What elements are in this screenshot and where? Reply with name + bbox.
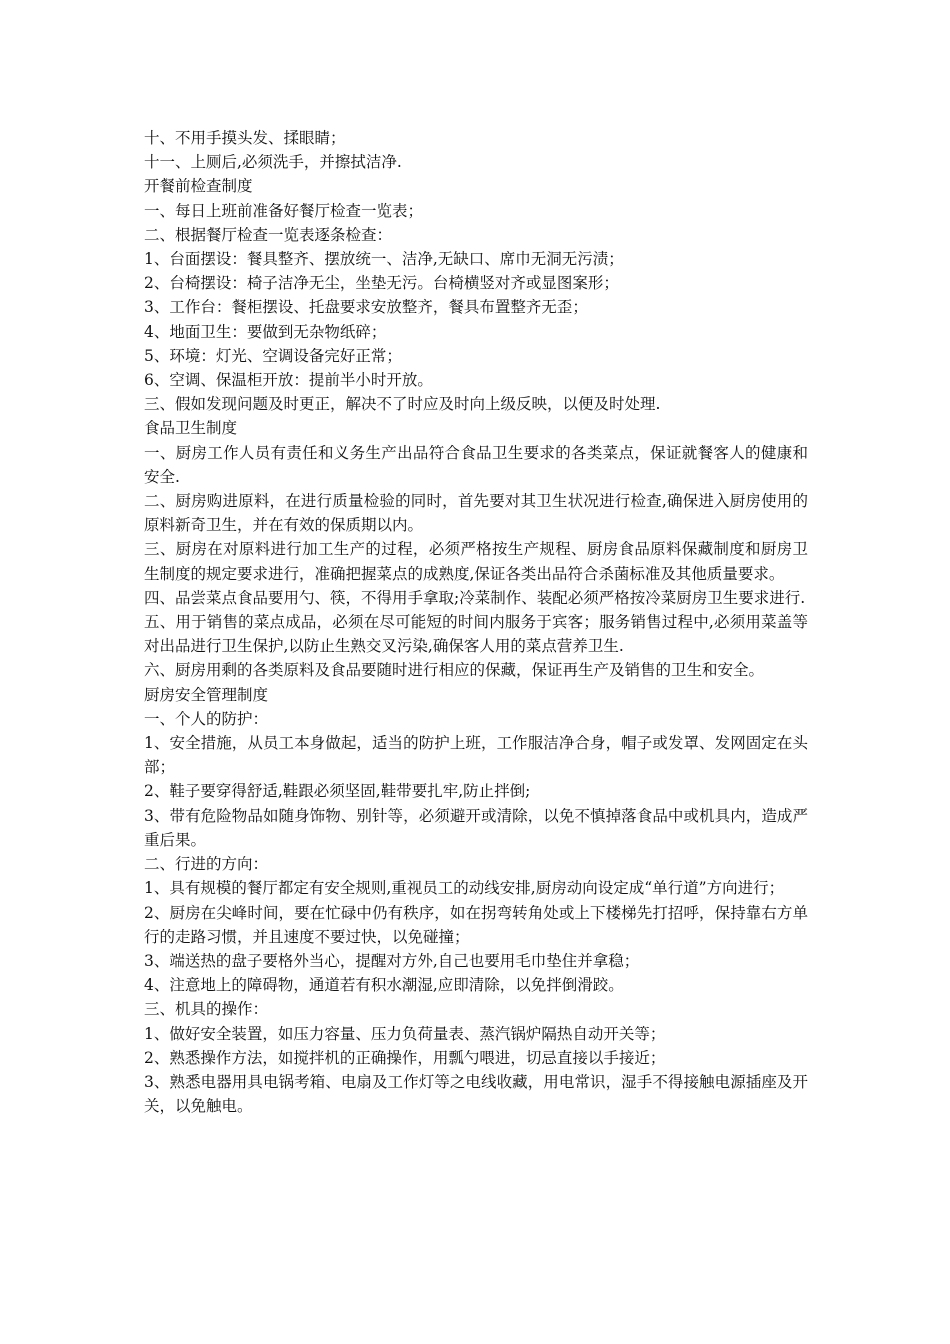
paragraph: 三、假如发现问题及时更正，解决不了时应及时向上级反映，以便及时处理. [144, 395, 661, 414]
paragraph: 三、机具的操作： [144, 1000, 269, 1019]
paragraph: 1、台面摆设：餐具整齐、摆放统一、洁净,无缺口、席巾无洞无污渍； [144, 250, 624, 269]
paragraph: 1、安全措施，从员工本身做起，适当的防护上班，工作服洁净合身，帽子或发罩、发网固定在头部； [144, 734, 808, 777]
paragraph: 三、厨房在对原料进行加工生产的过程，必须严格按生产规程、厨房食品原料保藏制度和厨房卫生制度的规定要求进行，准确把握菜点的成熟度,保证各类出品符合杀菌标准及其他质量要求。 [144, 540, 808, 583]
paragraph: 2、熟悉操作方法，如搅拌机的正确操作，用瓢勺喂进，切忌直接以手接近； [144, 1048, 666, 1067]
paragraph: 4、地面卫生：要做到无杂物纸碎； [144, 322, 387, 341]
paragraph: 一、个人的防护： [144, 709, 269, 728]
paragraph: 二、根据餐厅检查一览表逐条检查： [144, 225, 393, 244]
paragraph: 十、不用手摸头发、揉眼睛； [144, 129, 346, 147]
section-heading: 开餐前检查制度 [144, 177, 253, 196]
paragraph: 2、台椅摆设：椅子洁净无尘，坐垫无污。台椅横竖对齐或显图案形； [144, 274, 619, 293]
paragraph: 一、厨房工作人员有责任和义务生产出品符合食品卫生要求的各类菜点，保证就餐客人的健康和安全. [144, 443, 808, 486]
paragraph: 四、品尝菜点食品要用勺、筷，不得用手拿取;冷菜制作、装配必须严格按冷菜厨房卫生要求进行. [144, 588, 806, 607]
paragraph: 4、注意地上的障碍物，通道若有积水潮湿,应即清除，以免拌倒滑跤。 [144, 976, 624, 995]
paragraph: 3、工作台：餐柜摆设、托盘要求安放整齐，餐具布置整齐无歪； [144, 298, 588, 317]
paragraph: 十一、上厕后,必须洗手，并擦拭洁净. [144, 153, 402, 172]
paragraph: 一、每日上班前准备好餐厅检查一览表； [144, 201, 424, 220]
section-heading: 厨房安全管理制度 [144, 685, 269, 704]
paragraph: 3、带有危险物品如随身饰物、别针等，必须避开或清除，以免不慎掉落食品中或机具内，造成严重后果。 [144, 806, 808, 849]
paragraph: 二、厨房购进原料，在进行质量检验的同时，首先要对其卫生状况进行检查,确保进入厨房使用的原料新奇卫生，并在有效的保质期以内。 [144, 492, 808, 535]
paragraph: 6、空调、保温柜开放：提前半小时开放。 [144, 371, 433, 390]
paragraph: 2、鞋子要穿得舒适,鞋跟必须坚固,鞋带要扎牢,防止拌倒; [144, 782, 531, 801]
paragraph: 3、端送热的盘子要格外当心，提醒对方外,自己也要用毛巾垫住并拿稳； [144, 951, 640, 970]
paragraph: 1、具有规模的餐厅都定有安全规则,重视员工的动线安排,厨房动向设定成“单行道”方向进行； [144, 879, 785, 898]
paragraph: 五、用于销售的菜点成品，必须在尽可能短的时间内服务于宾客；服务销售过程中,必须用菜盖等对出品进行卫生保护,以防止生熟交叉污染,确保客人用的菜点营养卫生. [144, 613, 808, 656]
section-heading: 食品卫生制度 [144, 419, 238, 438]
paragraph: 5、环境：灯光、空调设备完好正常； [144, 346, 402, 365]
paragraph: 1、做好安全装置，如压力容量、压力负荷量表、蒸汽锅炉隔热自动开关等； [144, 1024, 666, 1043]
document-body [144, 126, 808, 1118]
paragraph: 二、行进的方向： [144, 855, 269, 874]
paragraph: 六、厨房用剩的各类原料及食品要随时进行相应的保藏，保证再生产及销售的卫生和安全。 [144, 661, 765, 680]
paragraph: 3、熟悉电器用具电锅考箱、电扇及工作灯等之电线收藏，用电常识，湿手不得接触电源插座及开关，以免触电。 [144, 1072, 808, 1116]
paragraph: 2、厨房在尖峰时间，要在忙碌中仍有秩序，如在拐弯转角处或上下楼梯先打招呼，保持靠右方单行的走路习惯，并且速度不要过快，以免碰撞； [144, 903, 808, 946]
